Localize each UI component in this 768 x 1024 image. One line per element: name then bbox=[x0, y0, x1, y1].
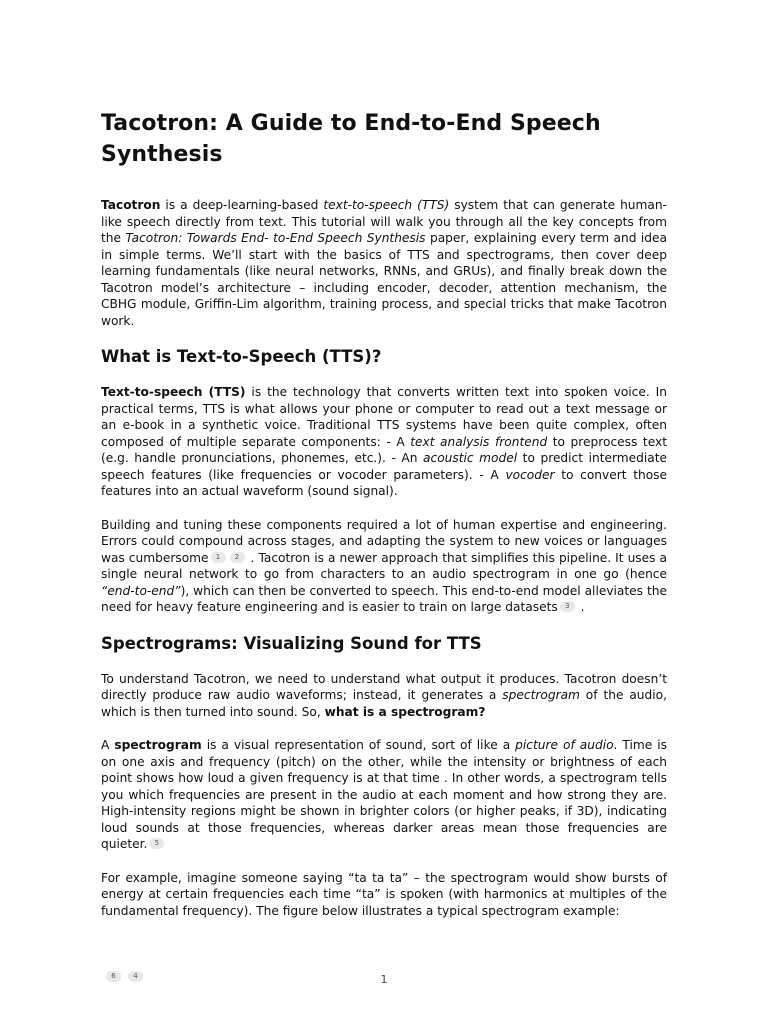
citation-marker[interactable]: 1 bbox=[211, 552, 226, 563]
document-page bbox=[101, 108, 667, 919]
tts-paragraph-1 bbox=[101, 384, 667, 500]
intro-paragraph bbox=[101, 197, 667, 329]
spec-paragraph-3: For example, imagine someone saying “ta ta ta” – the spectrogram would show bursts of energy at certain frequencies each time “ta” is spoken (with harmonics at multiples of the fundamental frequency). The figure below illustrates a typical spectrogram example: bbox=[101, 870, 667, 918]
citation-marker[interactable]: 3 bbox=[560, 601, 575, 612]
citation-marker[interactable]: 2 bbox=[230, 552, 245, 563]
tts-text-4: to convert those features into an actual waveform (sound signal). bbox=[101, 467, 667, 498]
tts-term: Text-to-speech (TTS) bbox=[101, 385, 246, 399]
spec2-term: spectrogram bbox=[114, 738, 202, 752]
tts2-text-1: Building and tuning these components required a lot of human expertise and engineering. Errors could compound across stages, and adapting the system to new voices or languages was cumbersome bbox=[101, 517, 667, 565]
spec-paragraph-2 bbox=[101, 737, 667, 853]
intro-text-1: is a deep-learning-based bbox=[160, 198, 324, 212]
section-heading-spectrograms: Spectrograms: Visualizing Sound for TTS bbox=[101, 633, 482, 653]
page-number: 1 bbox=[380, 973, 388, 986]
tts-text-3: to predict intermediate speech features (like frequencies or vocoder parameters). - A bbox=[101, 451, 668, 482]
spec1-strong-1: what is a spectrogram? bbox=[324, 704, 486, 719]
citation-marker[interactable]: 6 bbox=[106, 971, 121, 982]
tts2-text-4: . bbox=[576, 600, 585, 614]
intro-text-3: paper, explaining every term and idea in simple terms. We’ll start with the basics of TTS and spectrograms, then cover deep learning fundamentals (like neural networks, RNNs, and GRUs), and finally break down the Tacotron model’s architecture – including encoder, decoder, attention mechanism, the CBHG module, Griffin-Lim algorithm, training process, and special tricks that make Tacotron work. bbox=[101, 231, 667, 328]
spec1-em-1: spectrogram bbox=[502, 688, 580, 702]
citation-marker[interactable]: 4 bbox=[128, 971, 143, 982]
intro-text-2: system that can generate human-like speech directly from text. This tutorial will walk you through all the key concepts from the bbox=[101, 198, 667, 245]
tts-em-1: text analysis frontend bbox=[410, 434, 548, 449]
spec2-text-3: . Time is on one axis and frequency (pitch) on the other, while the intensity or brightness of each point shows how loud a given frequency is at that time . In other words, a spectrogram tells you which frequencies are present in the audio at each moment and how strong they are. High-intensity regions might be shown in brighter colors (or higher peaks, if 3D), indicating loud sounds at those frequencies, whereas darker areas mean those frequencies are quieter. bbox=[101, 738, 667, 851]
spec2-text-2: is a visual representation of sound, sort of like a bbox=[201, 738, 516, 752]
intro-term: Tacotron bbox=[101, 198, 161, 212]
spec2-text-1: A bbox=[101, 738, 115, 752]
section-heading-tts: What is Text-to-Speech (TTS)? bbox=[101, 347, 382, 366]
tts2-em-1: “end-to-end” bbox=[101, 583, 181, 598]
page-title: Tacotron: A Guide to End-to-End Speech Synthesis bbox=[101, 111, 601, 167]
spec1-text-1: To understand Tacotron, we need to understand what output it produces. Tacotron doesn’t directly produce raw audio waveforms; instead, it generates a bbox=[101, 671, 667, 702]
tts-em-2: acoustic model bbox=[423, 451, 518, 465]
spec1-text-2: of the audio, which is then turned into sound. So, bbox=[101, 688, 667, 719]
tts-paragraph-2 bbox=[101, 517, 667, 616]
intro-em-2: Tacotron: Towards End- to-End Speech Synthesis bbox=[125, 231, 426, 245]
citation-marker[interactable]: 5 bbox=[149, 838, 164, 849]
tts2-text-2: . Tacotron is a newer approach that simplifies this pipeline. It uses a single neural network to go from characters to an audio spectrogram in one go (hence bbox=[101, 550, 667, 581]
tts-text-1: is the technology that converts written text into spoken voice. In practical terms, TTS is what allows your phone or computer to read out a text message or an e-book in a synthetic voice. Traditional TTS systems have been quite complex, often composed of multiple separate components: - A bbox=[101, 385, 667, 449]
tts2-text-3: ), which can then be converted to speech. This end-to-end model alleviates the need for heavy feature engineering and is easier to train on large datasets bbox=[101, 583, 667, 614]
spec-paragraph-1 bbox=[101, 671, 667, 721]
tts-text-2: to preprocess text (e.g. handle pronunciations, phonemes, etc.). - An bbox=[101, 434, 667, 465]
spec2-em-1: picture of audio bbox=[515, 738, 614, 752]
tts-em-3: vocoder bbox=[505, 467, 555, 482]
intro-em-1: text-to-speech (TTS) bbox=[323, 198, 450, 212]
